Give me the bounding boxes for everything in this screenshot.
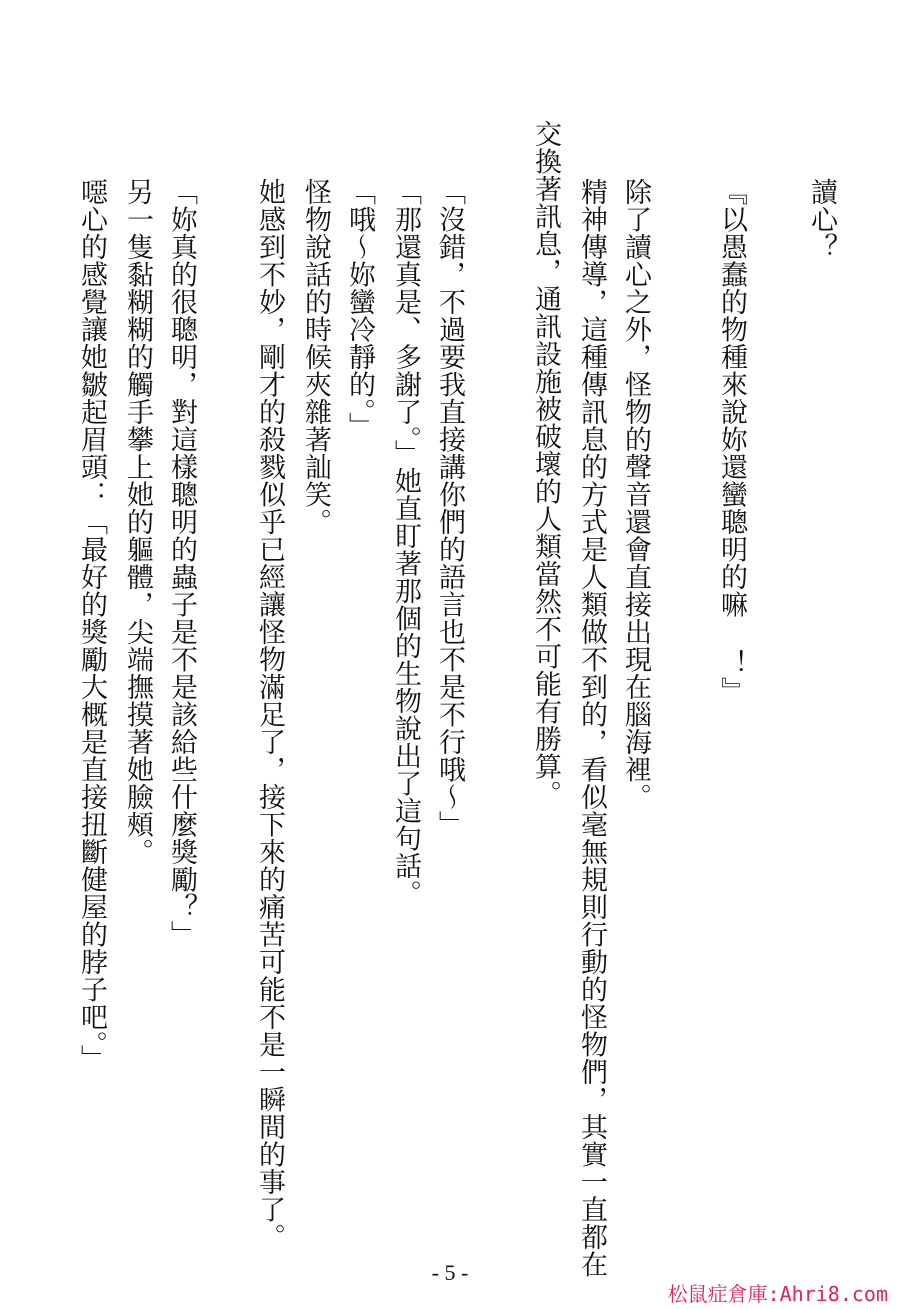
text-line-3: 除了讀心之外，怪物的聲音還會直接出現在腦海裡。 — [620, 178, 651, 811]
page-number: - 5 - — [431, 1260, 469, 1285]
text-line-1: 讀心？ — [806, 178, 837, 261]
text-line-8: 「哦～妳蠻冷靜的。」 — [344, 178, 375, 440]
text-line-7: 「那還真是、多謝了。」她直盯著那個的生物說出了這句話。 — [390, 178, 421, 907]
text-line-4: 精神傳導，這種傳訊息的方式是人類做不到的，看似毫無規則行動的怪物們，其實一直都在 — [576, 178, 607, 1278]
text-line-13: 噁心的感覺讓她皺起眉頭：「最好的獎勵大概是直接扭斷健屋的脖子吧。」 — [76, 178, 107, 1072]
text-line-12: 另一隻黏糊糊的觸手攀上她的軀體，尖端撫摸著她臉頰。 — [122, 178, 153, 866]
text-line-9: 怪物說話的時候夾雜著訕笑。 — [300, 178, 331, 536]
text-line-5: 交換著訊息，通訊設施被破壞的人類當然不可能有勝算。 — [530, 120, 561, 808]
text-line-11: 「妳真的很聰明，對這樣聰明的蟲子是不是該給些什麼獎勵？」 — [166, 178, 197, 948]
watermark-text: 松鼠症倉庫:Ahri8.com — [667, 1282, 888, 1306]
text-line-10: 她感到不妙，剛才的殺戮似乎已經讓怪物滿足了，接下來的痛苦可能不是一瞬間的事了。 — [254, 178, 285, 1251]
text-line-6: 「沒錯，不過要我直接講你們的語言也不是不行哦～」 — [434, 178, 465, 838]
text-line-2: 『以愚蠢的物種來說妳還蠻聰明的嘛 ！』 — [716, 178, 747, 705]
